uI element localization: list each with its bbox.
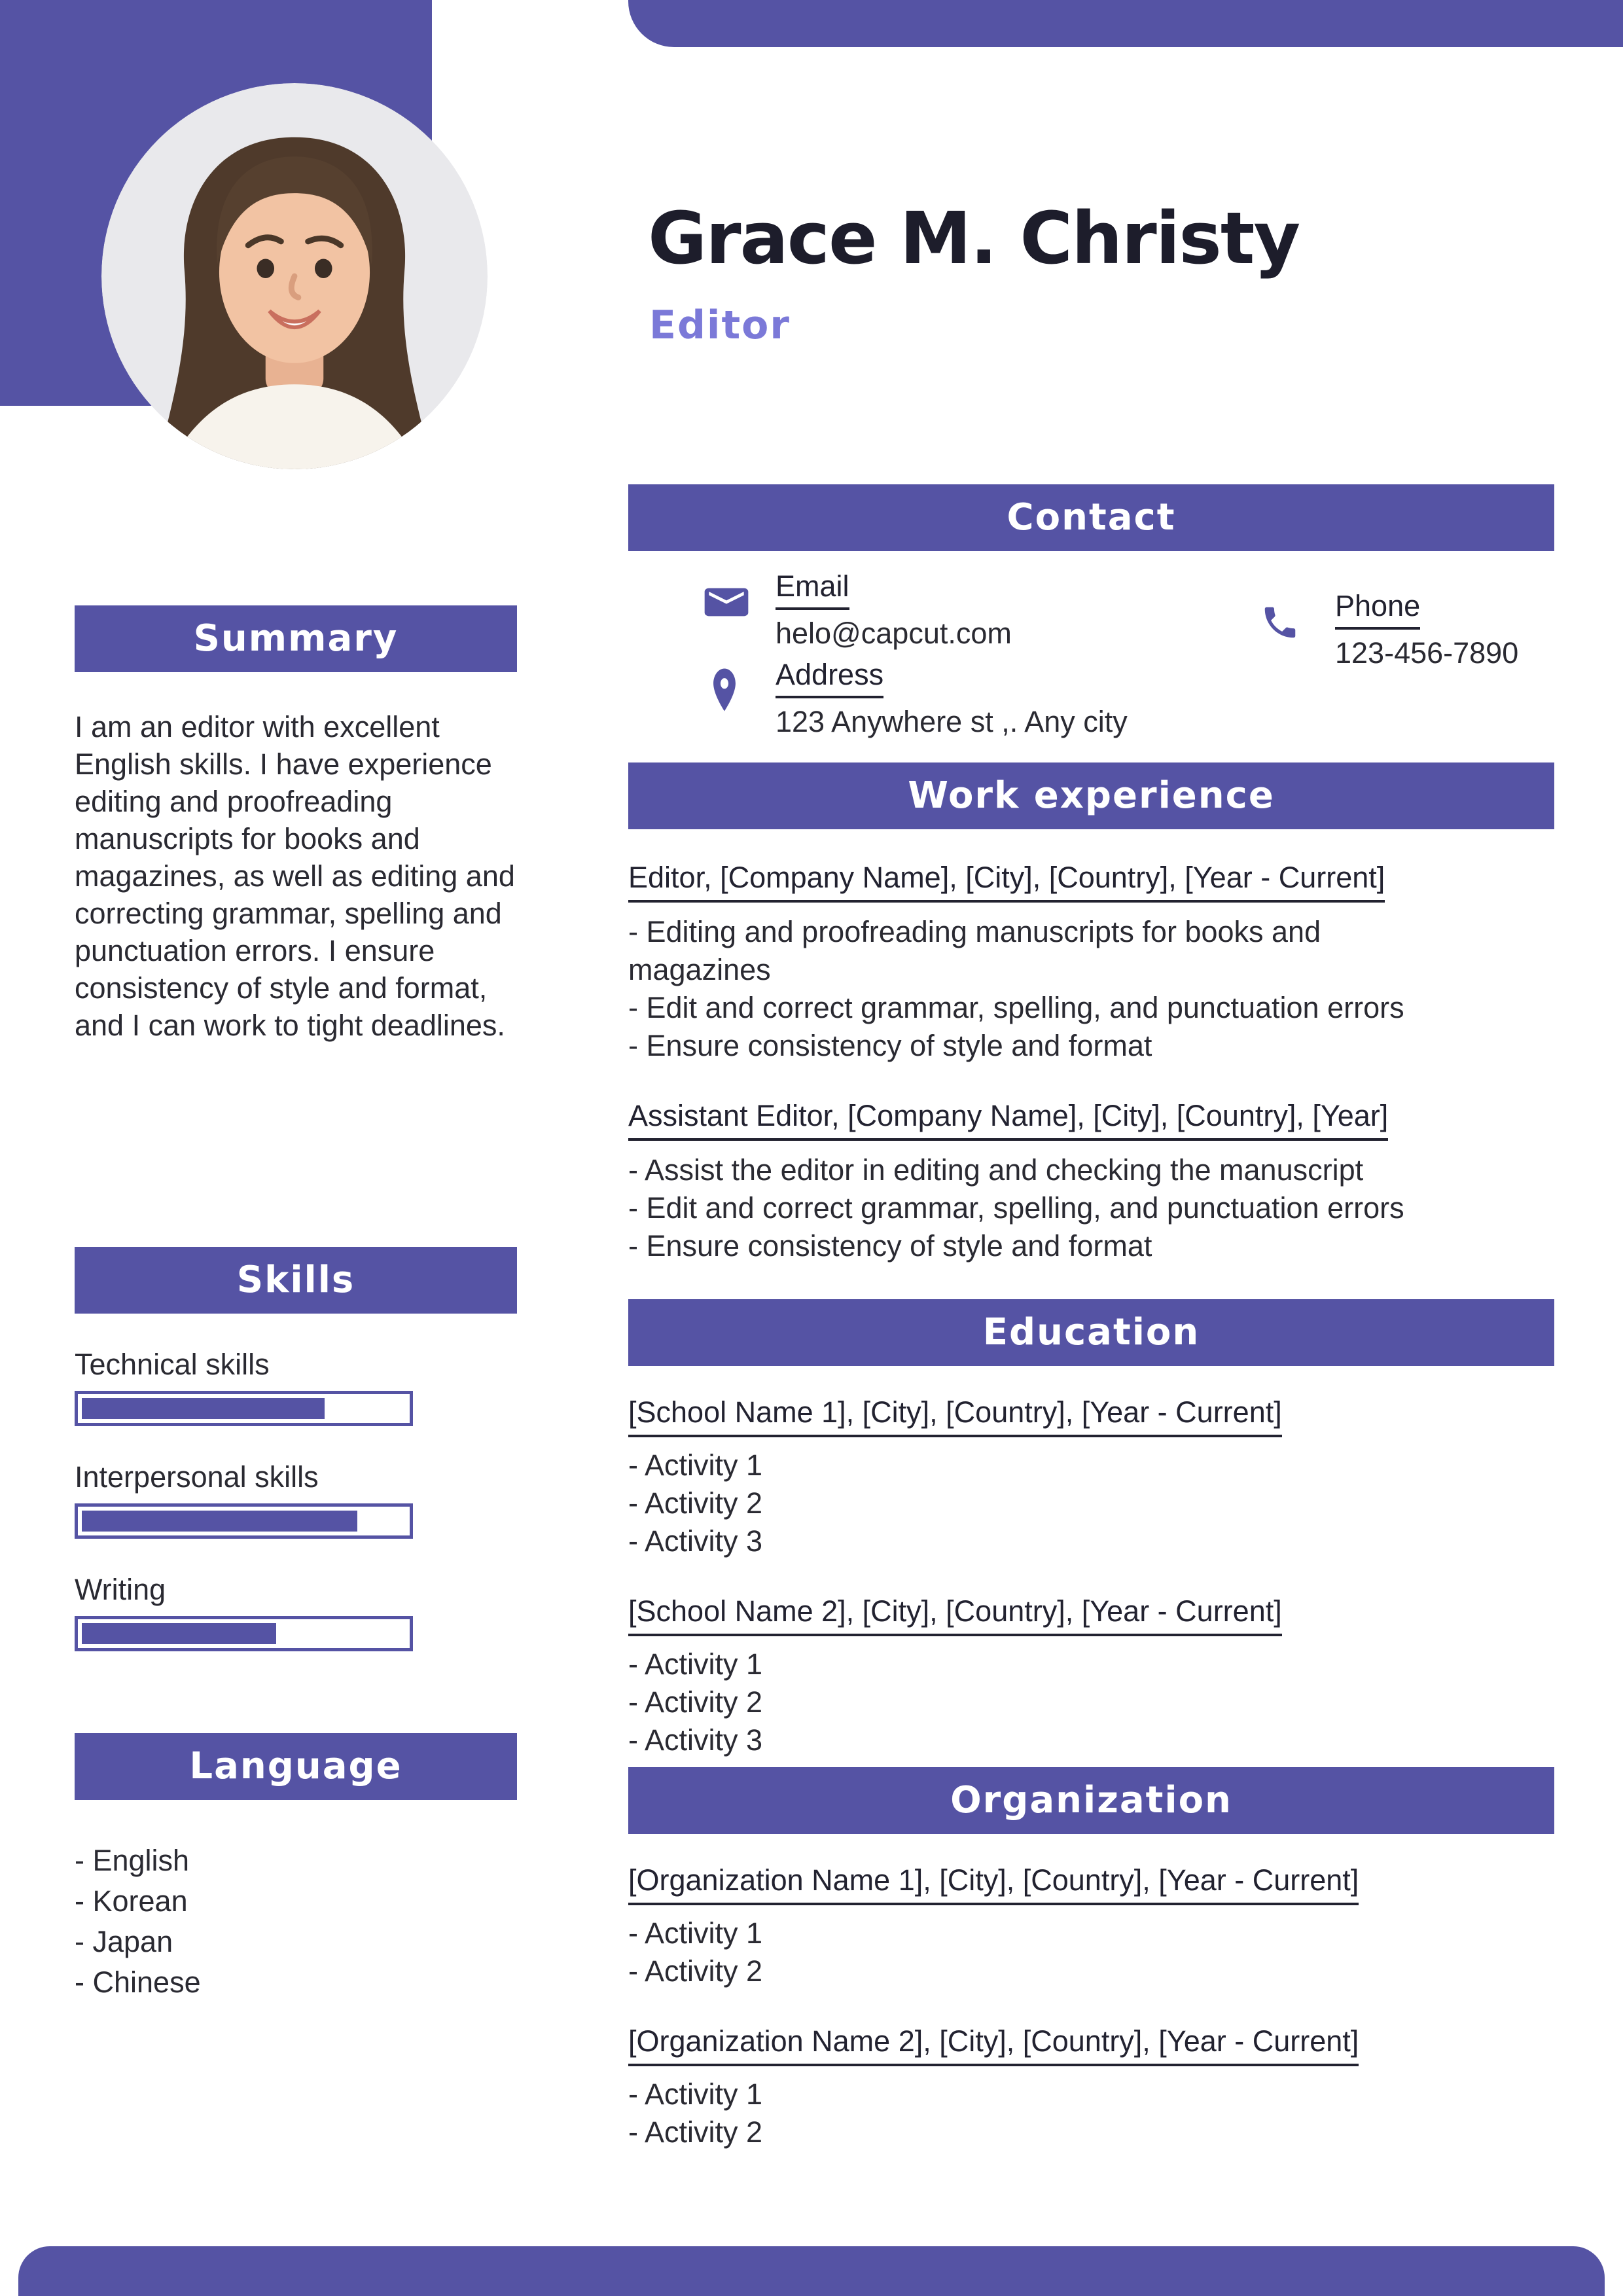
- school-entry: [628, 1395, 1554, 1560]
- language-header: Language: [75, 1733, 517, 1800]
- skill-fill: [82, 1623, 276, 1644]
- contact-section: [628, 484, 1554, 762]
- address-value: 123 Anywhere st ,. Any city: [776, 705, 1128, 738]
- job-entry: [628, 1099, 1554, 1265]
- education-header: Education: [628, 1299, 1554, 1366]
- contact-address: [700, 658, 1128, 739]
- skill-bar: [75, 1616, 413, 1651]
- job-bullets: [628, 1151, 1433, 1265]
- phone-icon: [1260, 602, 1300, 643]
- organization-bullet: - Activity 1: [628, 2077, 763, 2111]
- email-label: Email: [776, 569, 849, 610]
- skill-label: Technical skills: [75, 1348, 270, 1381]
- organization-header: Organization: [628, 1767, 1554, 1834]
- top-right-accent-bar: [628, 0, 1623, 47]
- organization-entry: [628, 2024, 1554, 2151]
- organization-entry: [628, 1863, 1554, 1990]
- summary-header: Summary: [75, 605, 517, 672]
- skills-section: [75, 1247, 517, 1657]
- skill-label: Writing: [75, 1573, 166, 1606]
- school-entry: [628, 1594, 1554, 1759]
- organization-bullet: - Activity 2: [628, 1954, 763, 1988]
- school-bullets: [628, 1645, 1433, 1759]
- organization-bullet: - Activity 1: [628, 1916, 763, 1950]
- job-bullet: - Ensure consistency of style and format: [628, 1029, 1152, 1062]
- school-bullet: - Activity 3: [628, 1524, 763, 1558]
- organization-heading: [Organization Name 2], [City], [Country], [Year - Current]: [628, 2024, 1359, 2066]
- school-heading: [School Name 1], [City], [Country], [Year - Current]: [628, 1395, 1282, 1437]
- contact-header: Contact: [628, 484, 1554, 551]
- language-item: - Korean: [75, 1884, 188, 1918]
- skill-bar: [75, 1391, 413, 1426]
- skill-label: Interpersonal skills: [75, 1460, 319, 1494]
- organization-bullets: [628, 1914, 1433, 1990]
- school-bullet: - Activity 2: [628, 1685, 763, 1719]
- language-item: - Japan: [75, 1925, 173, 1958]
- school-bullet: - Activity 3: [628, 1723, 763, 1757]
- contact-email: [700, 569, 1012, 651]
- summary-section: [75, 605, 517, 1044]
- organization-bullets: [628, 2075, 1433, 2151]
- school-bullet: - Activity 2: [628, 1486, 763, 1520]
- skill-item: [75, 1460, 517, 1539]
- language-item: - English: [75, 1844, 190, 1877]
- language-item: - Chinese: [75, 1965, 201, 1999]
- skill-fill: [82, 1398, 325, 1419]
- job-heading: Assistant Editor, [Company Name], [City], [Country], [Year]: [628, 1099, 1388, 1141]
- job-bullet: - Assist the editor in editing and checking the manuscript: [628, 1153, 1364, 1187]
- phone-value: 123-456-7890: [1335, 636, 1519, 670]
- school-bullet: - Activity 1: [628, 1647, 763, 1681]
- bottom-accent-bar: [18, 2246, 1605, 2296]
- envelope-icon: [700, 581, 753, 623]
- skill-item: [75, 1573, 517, 1651]
- avatar: [101, 83, 488, 469]
- job-bullets: [628, 913, 1433, 1065]
- skills-header: Skills: [75, 1247, 517, 1314]
- person-name: Grace M. Christy: [648, 196, 1300, 280]
- person-title: Editor: [649, 302, 791, 348]
- school-bullet: - Activity 1: [628, 1448, 763, 1482]
- email-value: helo@capcut.com: [776, 617, 1012, 650]
- organization-bullet: - Activity 2: [628, 2115, 763, 2149]
- work-experience-header: Work experience: [628, 762, 1554, 829]
- language-list: [75, 1840, 517, 2003]
- skill-bar: [75, 1503, 413, 1539]
- skill-fill: [82, 1511, 357, 1532]
- profile-photo: [101, 83, 488, 469]
- language-section: [75, 1733, 517, 2003]
- job-bullet: - Editing and proofreading manuscripts for books and magazines: [628, 915, 1321, 986]
- organization-section: [628, 1767, 1554, 2151]
- phone-label: Phone: [1335, 589, 1420, 630]
- work-experience-section: [628, 762, 1554, 1265]
- education-section: [628, 1299, 1554, 1759]
- job-entry: [628, 861, 1554, 1065]
- job-heading: Editor, [Company Name], [City], [Country], [Year - Current]: [628, 861, 1385, 903]
- organization-heading: [Organization Name 1], [City], [Country], [Year - Current]: [628, 1863, 1359, 1905]
- skill-item: [75, 1348, 517, 1426]
- job-bullet: - Ensure consistency of style and format: [628, 1229, 1152, 1263]
- school-bullets: [628, 1446, 1433, 1560]
- address-label: Address: [776, 658, 883, 698]
- location-pin-icon: [705, 664, 743, 715]
- job-bullet: - Edit and correct grammar, spelling, and punctuation errors: [628, 991, 1404, 1024]
- contact-phone: [1260, 589, 1518, 670]
- school-heading: [School Name 2], [City], [Country], [Year - Current]: [628, 1594, 1282, 1636]
- summary-text: I am an editor with excellent English skills. I have experience editing and proofreading manuscripts for books and magazines, as well as editing and correcting grammar, spelling and punctuation errors. I ensure consistency of style and format, and I can work to tight deadlines.: [75, 710, 515, 1042]
- job-bullet: - Edit and correct grammar, spelling, and punctuation errors: [628, 1191, 1404, 1225]
